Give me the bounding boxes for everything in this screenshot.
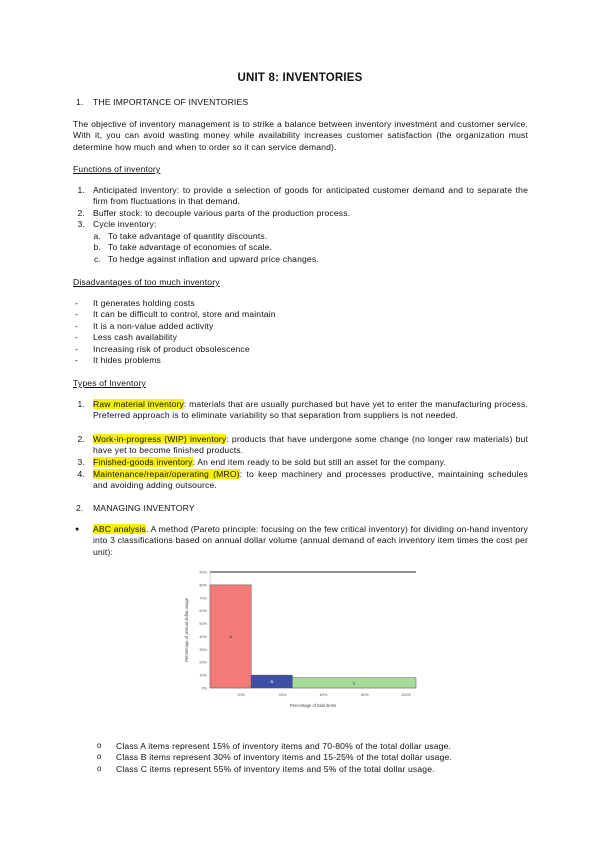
bullet-marker: ●	[75, 526, 80, 533]
list-item: It is a non-value added activity	[93, 320, 214, 331]
bar-label-c: C	[352, 680, 356, 686]
list-item: It hides problems	[93, 355, 161, 365]
list-item: Increasing risk of product obsolescence	[93, 343, 250, 354]
list-item: Cycle inventory:	[93, 219, 157, 229]
y-tick-label: 0%	[201, 686, 207, 691]
list-number: 1.	[77, 399, 85, 409]
y-axis-title: Percentage of annual dollar usage	[184, 598, 189, 662]
list-item: Less cash availability	[93, 332, 178, 343]
highlighted-term: Raw material inventory	[93, 399, 184, 409]
list-item: Raw material inventory: materials that are usually purchased but have yet to enter the manufacturing process. Preferred approach is to eliminate variability so that separation from suppliers is not needed.	[93, 399, 528, 421]
disadvantages-heading: Disadvantages of too much inventory	[73, 277, 220, 287]
types-heading: Types of Inventory	[73, 378, 146, 388]
x-axis-title: Percentage of total items	[289, 703, 337, 708]
page-title: UNIT 8: INVENTORIES	[237, 72, 363, 84]
y-tick-label: 90%	[199, 570, 207, 575]
dash-marker: -	[75, 320, 79, 331]
sub-letter: a.	[93, 231, 101, 241]
highlighted-term: Maintenance/repair/operating (MRO)	[93, 469, 240, 479]
list-number: 1.	[77, 185, 85, 195]
y-tick-label: 10%	[199, 673, 207, 678]
list-item: Anticipated inventory: to provide a selection of goods for anticipated customer demand and to separate the firm from fluctuations in that demand.	[93, 185, 528, 207]
functions-heading: Functions of inventory	[73, 164, 161, 174]
list-item: It can be difficult to control, store and maintain	[93, 309, 276, 320]
section-1-number: 1.	[76, 97, 84, 107]
list-item: It generates holding costs	[93, 298, 195, 308]
y-tick-label: 80%	[199, 583, 207, 588]
circle-marker: o	[97, 752, 102, 762]
abc-paragraph: ABC analysis. A method (Pareto principle: focusing on the few critical inventory) for dividing on-hand inventory into 3 classifications based on annual dollar volume (annual demand of each inventory item times the cost per unit):	[93, 524, 528, 557]
highlighted-term: Finished-goods inventory	[93, 457, 193, 467]
highlighted-term: ABC analysis	[93, 524, 146, 534]
section-2-number: 2.	[76, 503, 84, 513]
y-tick-label: 20%	[199, 660, 207, 665]
circle-marker: o	[97, 763, 102, 773]
x-tick-label: 100%	[401, 693, 411, 697]
list-item: Finished-goods inventory: An end item ready to be sold but still an asset for the company.	[93, 457, 446, 467]
list-item: Buffer stock: to decouple various parts of the production process.	[93, 208, 351, 218]
sub-item: To hedge against inflation and upward price changes.	[108, 254, 319, 264]
list-number: 4.	[77, 469, 85, 479]
list-item: Class A items represent 15% of inventory items and 70-80% of the total dollar usage.	[116, 741, 452, 751]
x-tick-label: 60%	[319, 693, 328, 697]
dash-marker: -	[75, 309, 79, 320]
dash-marker: -	[75, 332, 79, 343]
list-number: 2.	[77, 434, 85, 444]
y-tick-label: 30%	[199, 647, 207, 652]
section-1-heading: THE IMPORTANCE OF INVENTORIES	[93, 97, 249, 107]
list-number: 3.	[77, 457, 85, 467]
list-item: Class B items represent 30% of inventory items and 15-25% of the total dollar usage.	[116, 752, 452, 763]
sub-item: To take advantage of quantity discounts.	[108, 231, 268, 241]
highlighted-term: Work-in-progress (WIP) inventory	[93, 434, 227, 444]
bar-label-a: A	[229, 633, 232, 639]
y-tick-label: 40%	[199, 634, 207, 639]
list-item: Class C items represent 55% of inventory items and 5% of the total dollar usage.	[116, 763, 435, 774]
list-number: 3.	[77, 219, 85, 229]
list-item: Maintenance/repair/operating (MRO): to keep machinery and processes productive, maintaining schedules and avoiding adding outsource.	[93, 469, 528, 491]
circle-marker: o	[97, 741, 102, 750]
x-tick-label: 80%	[360, 693, 369, 697]
y-tick-label: 50%	[199, 622, 207, 627]
list-item: Work-in-progress (WIP) inventory: products that have undergone some change (no longer raw materials) but have yet to become finished products.	[93, 434, 528, 456]
sub-letter: c.	[94, 254, 101, 264]
x-tick-label: 20%	[237, 693, 246, 697]
section-2-heading: MANAGING INVENTORY	[93, 503, 195, 513]
list-number: 2.	[77, 208, 85, 218]
dash-marker: -	[75, 298, 79, 308]
intro-paragraph: The objective of inventory management is to strike a balance between inventory investment and customer service. With it, you can avoid wasting money while availability increases customer satisfaction (the organization must determine how much and when to order so it can service demand).	[73, 119, 528, 152]
x-tick-label: 40%	[278, 693, 287, 697]
dash-marker: -	[75, 355, 79, 365]
abc-chart	[180, 568, 420, 710]
dash-marker: -	[75, 343, 79, 354]
y-tick-label: 60%	[199, 609, 207, 614]
sub-letter: b.	[93, 242, 101, 252]
bar-label-b: B	[270, 679, 274, 685]
y-tick-label: 70%	[199, 596, 207, 601]
sub-item: To take advantage of economies of scale.	[108, 242, 273, 252]
